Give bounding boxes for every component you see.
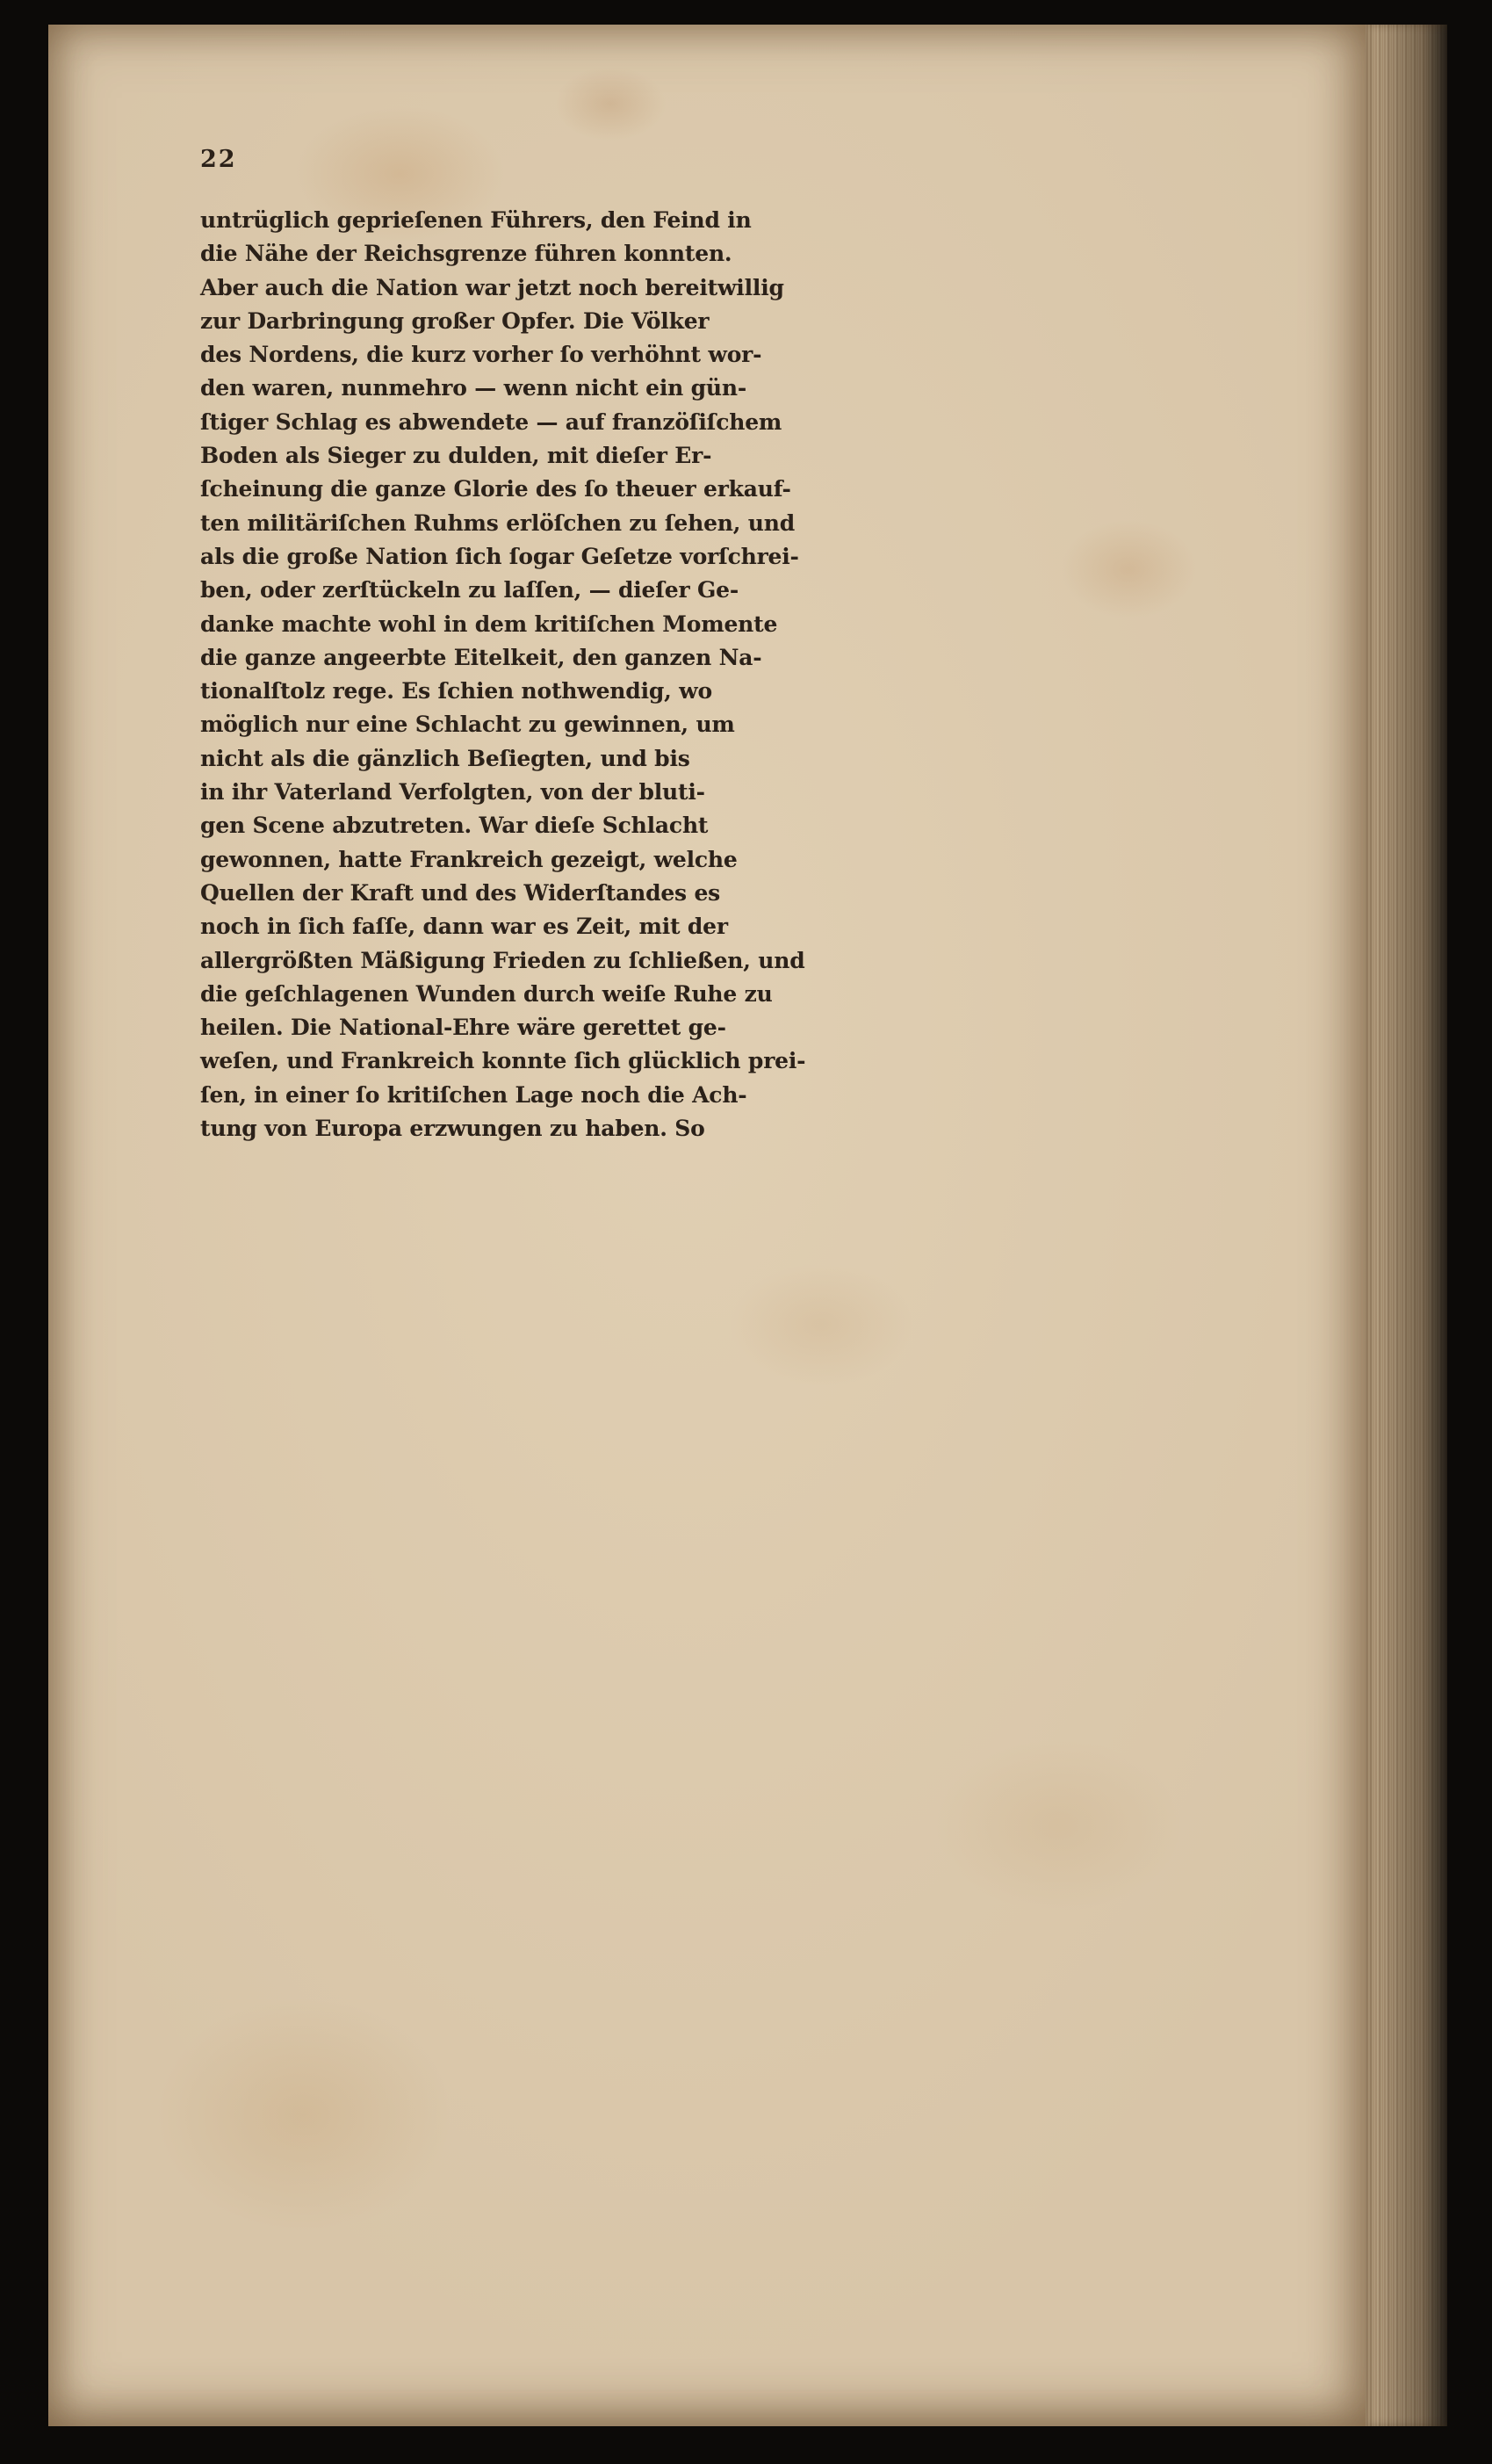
text-line: den waren, nunmehro — wenn nicht ein gün- <box>200 375 747 401</box>
text-line: die geſchlagenen Wunden durch weiſe Ruhe zu <box>200 980 773 1007</box>
text-line: gen Scene abzutreten. War dieſe Schlacht <box>200 813 709 839</box>
text-line: Aber auch die Nation war jetzt noch bereitwillig <box>200 274 784 300</box>
text-line: danke machte wohl in dem kritiſchen Momente <box>200 611 778 637</box>
text-line: ſcheinung die ganze Glorie des ſo theuer erkauf- <box>200 476 791 502</box>
text-line: die Nähe der Reichsgrenze führen konnten. <box>200 241 732 267</box>
text-line: heilen. Die National-Ehre wäre gerettet ge- <box>200 1015 726 1041</box>
text-line: ſen, in einer ſo kritiſchen Lage noch die Ach- <box>200 1081 747 1108</box>
page-number: 22 <box>200 146 237 173</box>
text-line: gewonnen, hatte Frankreich gezeigt, welche <box>200 846 738 872</box>
text-line: ſtiger Schlag es abwendete — auf franzöſiſchem <box>200 408 782 435</box>
text-line: als die große Nation ſich ſogar Geſetze vorſchrei- <box>200 543 799 569</box>
text-line: nicht als die gänzlich Beſiegten, und bis <box>200 745 690 771</box>
text-line: tung von Europa erzwungen zu haben. So <box>200 1116 705 1142</box>
text-line: die ganze angeerbte Eitelkeit, den ganzen Na- <box>200 644 762 670</box>
text-line: möglich nur eine Schlacht zu gewinnen, um <box>200 712 735 738</box>
text-line: ten militäriſchen Ruhms erlöſchen zu ſehen, und <box>200 509 796 536</box>
text-line: zur Darbringung großer Opfer. Die Völker <box>200 307 710 334</box>
text-line: Quellen der Kraft und des Widerſtandes es <box>200 879 721 906</box>
text-line: Boden als Sieger zu dulden, mit dieſer Er- <box>200 443 712 469</box>
book-fore-edge <box>1366 25 1447 2426</box>
body-text <box>200 204 806 1145</box>
page-paper <box>48 25 1366 2426</box>
text-line: untrüglich geprieſenen Führers, den Feind in <box>200 207 752 233</box>
text-line: tionalſtolz rege. Es ſchien nothwendig, wo <box>200 678 712 705</box>
text-line: allergrößten Mäßigung Frieden zu ſchließen, und <box>200 947 805 973</box>
text-line: weſen, und Frankreich konnte ſich glücklich prei- <box>200 1048 806 1074</box>
text-line: in ihr Vaterland Verfolgten, von der bluti- <box>200 779 705 806</box>
text-line: des Nordens, die kurz vorher ſo verhöhnt wor- <box>200 342 762 368</box>
text-line: noch in ſich faſſe, dann war es Zeit, mit der <box>200 914 728 940</box>
text-line: ben, oder zerſtückeln zu laſſen, — dieſer Ge- <box>200 577 739 603</box>
